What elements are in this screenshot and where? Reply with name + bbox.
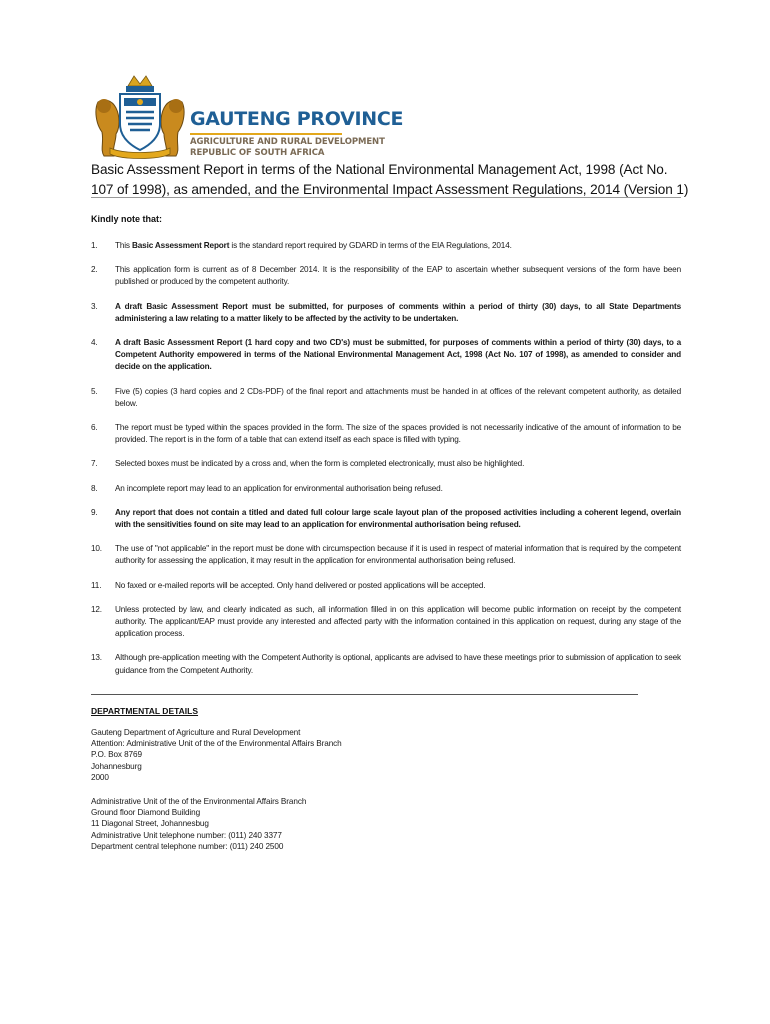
list-item-number: 10.: [91, 544, 102, 554]
list-item-number: 2.: [91, 265, 98, 275]
list-item-number: 7.: [91, 459, 98, 469]
list-item: [91, 337, 681, 374]
list-item-number: 13.: [91, 653, 102, 663]
brand-department: AGRICULTURE AND RURAL DEVELOPMENT: [190, 137, 385, 147]
address-line: Johannesburg: [91, 761, 142, 771]
list-item-number: 6.: [91, 423, 98, 433]
list-item-number: 9.: [91, 507, 98, 517]
address-line: Administrative Unit of the of the Environmental Affairs Branch: [91, 797, 307, 806]
list-item-text: Although pre-application meeting with the Competent Authority is optional, applicants are advised to have these meetings prior to submission of application to seek guidance from the Competent Authority.: [115, 653, 681, 675]
list-item: [91, 507, 681, 531]
address-line: Administrative Unit telephone number: (011) 240 3377: [91, 830, 282, 840]
address-line: Ground floor Diamond Building: [91, 808, 201, 818]
list-item: [91, 458, 681, 470]
coat-of-arms-icon: [90, 72, 190, 160]
brand-divider: [190, 133, 342, 135]
list-item: [91, 422, 681, 446]
brand-block: [190, 108, 403, 159]
kindly-note-heading: Kindly note that:: [91, 214, 162, 224]
list-item-number: 5.: [91, 386, 98, 396]
list-item-bold-text: A draft Basic Assessment Report must be submitted, for purposes of comments within a period of thirty (30) days, to all State Departments administering a law relating to a matter likely to be affected by the activity to be undertaken.: [115, 301, 681, 323]
list-item-text: Selected boxes must be indicated by a cross and, when the form is completed electronically, must also be highlighted.: [115, 459, 525, 469]
list-item-text: This application form is current as of 8 December 2014. It is the responsibility of the EAP to ascertain whether subsequent versions of the form have been published or produced by the competent authority.: [115, 265, 681, 287]
list-item-bold-text: A draft Basic Assessment Report (1 hard copy and two CD's) must be submitted, for purposes of comments within a period of thirty (30) days, to a Competent Authority empowered in terms of the National Environmental Management Act, 1998 (Act No. 107 of 1998), as amended to consider and decide on the application.: [115, 338, 681, 372]
list-item: [91, 483, 681, 495]
brand-name: GAUTENG PROVINCE: [190, 108, 404, 130]
list-item: [91, 580, 681, 592]
address-line: 2000: [91, 772, 109, 782]
address-line: Attention: Administrative Unit of the of the Environmental Affairs Branch: [91, 739, 342, 749]
list-item-text: This: [115, 241, 132, 250]
notes-list: [91, 240, 681, 689]
list-item: [91, 240, 681, 252]
physical-address: [91, 796, 306, 852]
list-item: [91, 264, 681, 288]
list-item-number: 3.: [91, 301, 98, 311]
list-item-number: 11.: [91, 580, 102, 590]
list-item: [91, 543, 681, 567]
title-divider: [91, 197, 681, 198]
list-item-bold-text: Basic Assessment Report: [132, 241, 230, 250]
section-divider: [91, 694, 638, 695]
postal-address: [91, 727, 342, 783]
list-item-number: 12.: [91, 604, 102, 614]
list-item-text: The report must be typed within the spaces provided in the form. The size of the spaces provided is not necessarily indicative of the amount of information to be provided. The report is in the form of a table that can extend itself as each space is filled with typing.: [115, 423, 681, 445]
header: [90, 72, 404, 162]
list-item-number: 4.: [91, 338, 98, 348]
document-title: Basic Assessment Report in terms of the National Environmental Management Act, 1998 (Act No. 107 of 1998), as amended, and the Environmental Impact Assessment Regulations, 2014 (Version 1): [91, 162, 689, 197]
departmental-details-heading: DEPARTMENTAL DETAILS: [91, 706, 199, 716]
list-item-number: 8.: [91, 483, 98, 493]
address-line: Gauteng Department of Agriculture and Rural Development: [91, 728, 301, 737]
list-item-text: Unless protected by law, and clearly indicated as such, all information filled in on this application will become public information on receipt by the competent authority. The applicant/EAP must provide any interested and affected party with the information contained in this application on request, during any stage of the application process.: [115, 604, 681, 639]
list-item-text: The use of "not applicable" in the report must be done with circumspection because if it is used in respect of material information that is required by the competent authority for assessing the application, it may result in the application for environmental authorisation being refused.: [115, 544, 681, 566]
list-item-text: No faxed or e-mailed reports will be accepted. Only hand delivered or posted applications will be accepted.: [115, 580, 486, 590]
list-item-number: 1.: [91, 241, 98, 250]
brand-country: REPUBLIC OF SOUTH AFRICA: [190, 148, 325, 158]
address-line: 11 Diagonal Street, Johannesbug: [91, 819, 209, 829]
list-item-text: An incomplete report may lead to an application for environmental authorisation being refused.: [115, 483, 443, 493]
list-item: [91, 301, 681, 325]
address-line: Department central telephone number: (011) 240 2500: [91, 841, 284, 851]
list-item: [91, 652, 681, 676]
list-item-text: Five (5) copies (3 hard copies and 2 CDs-PDF) of the final report and attachments must be handed in at offices of the relevant competent authority, as detailed below.: [115, 386, 681, 408]
list-item-text: is the standard report required by GDARD in terms of the EIA Regulations, 2014.: [229, 241, 512, 250]
list-item: [91, 386, 681, 410]
list-item: [91, 604, 681, 641]
address-line: P.O. Box 8769: [91, 750, 142, 760]
list-item-bold-text: Any report that does not contain a titled and dated full colour large scale layout plan of the proposed activities including a coherent legend, overlain with the sensitivities found on site may lead to an application for environmental authorisation being refused.: [115, 507, 681, 530]
